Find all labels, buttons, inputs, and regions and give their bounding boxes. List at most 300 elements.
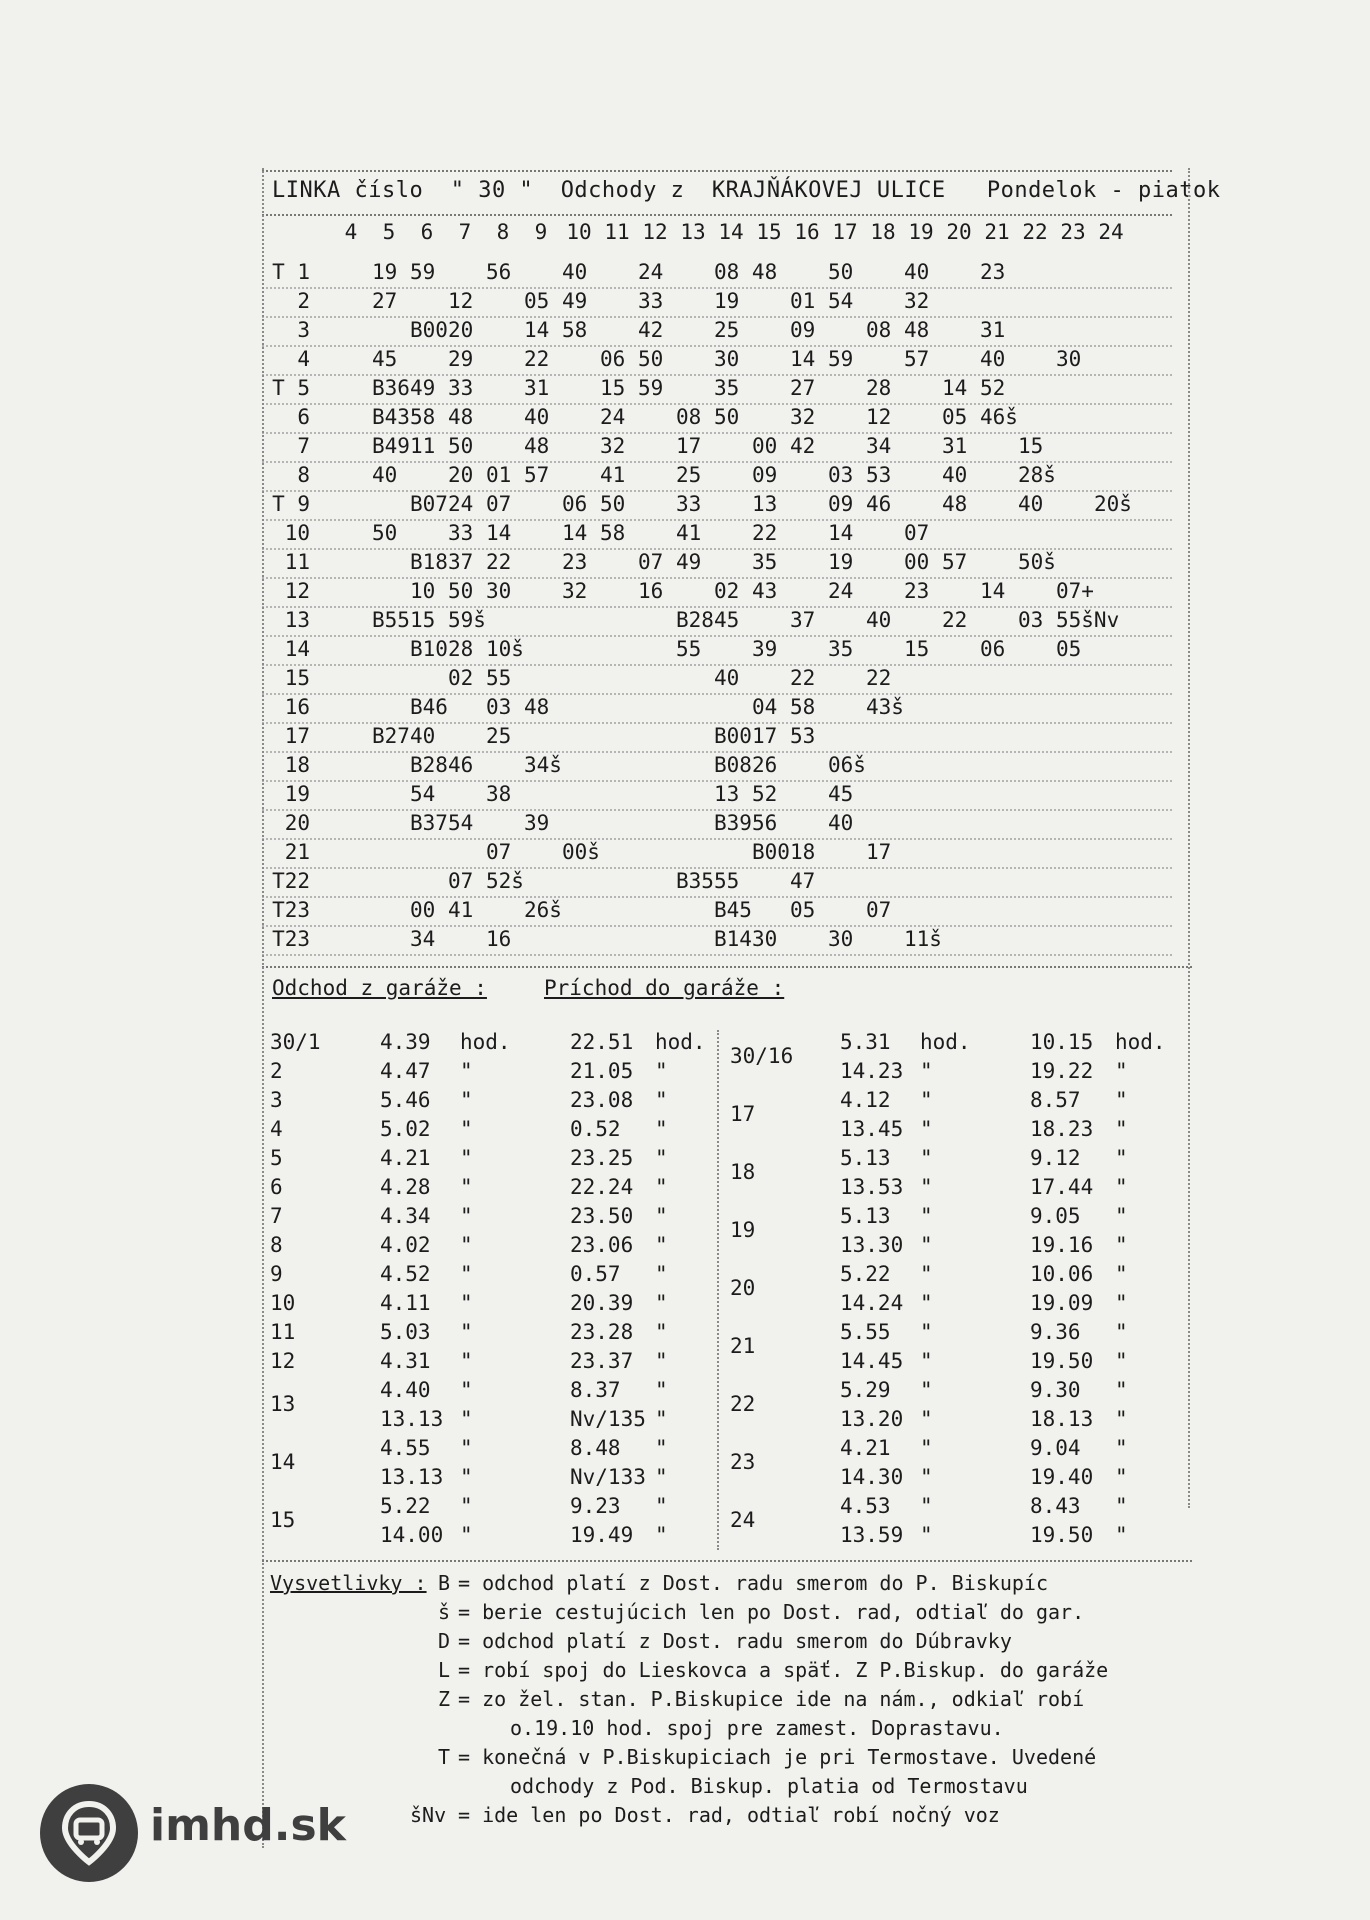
ditto-mark: " — [920, 1436, 933, 1460]
garage-arrival-time: 19.50 — [1030, 1523, 1094, 1547]
ditto-mark: " — [655, 1175, 668, 1199]
ditto-mark: " — [920, 1465, 933, 1489]
departure-minute: 12 — [866, 405, 892, 429]
garage-departure-time: 5.55 — [840, 1320, 891, 1344]
departure-minute: B36 — [372, 376, 410, 400]
ditto-mark: " — [920, 1233, 933, 1257]
hour-label: 23 — [1060, 220, 1086, 244]
legend-text: o.19.10 hod. spoj pre zamest. Doprastavu. — [510, 1716, 1004, 1740]
garage-departure-time: 5.22 — [840, 1262, 891, 1286]
departure-minute: 25 — [676, 463, 702, 487]
bus-number: 18 — [730, 1160, 756, 1184]
departure-minute: 11 — [410, 434, 436, 458]
legend-key: D — [438, 1629, 451, 1653]
departure-minute: B28 — [410, 753, 448, 777]
departure-minute: 52š — [486, 869, 524, 893]
ditto-mark: " — [1115, 1233, 1128, 1257]
trip-row — [262, 753, 1192, 781]
trip-number: 19 — [284, 782, 310, 806]
ditto-mark: " — [1115, 1465, 1128, 1489]
departure-minute: 52 — [752, 782, 778, 806]
garage-arrival-time: 9.36 — [1030, 1320, 1081, 1344]
departure-minute: 19 — [372, 260, 398, 284]
departure-minute: 39 — [752, 637, 778, 661]
departure-minute: 09 — [828, 492, 854, 516]
departure-minute: 28 — [448, 637, 474, 661]
bus-number: 8 — [270, 1233, 283, 1257]
hour-label: 13 — [680, 220, 706, 244]
trip-number: T 1 — [272, 260, 310, 284]
hour-label: 9 — [534, 220, 548, 244]
bus-number: 12 — [270, 1349, 296, 1373]
garage-arrival-time: 9.04 — [1030, 1436, 1081, 1460]
trip-row — [262, 637, 1192, 665]
trip-number: 2 — [297, 289, 310, 313]
trip-row — [262, 347, 1192, 375]
bus-number: 3 — [270, 1088, 283, 1112]
ditto-mark: " — [1115, 1291, 1128, 1315]
hour-label: 15 — [756, 220, 782, 244]
line-label: LINKA číslo — [272, 178, 424, 203]
ditto-mark: " — [920, 1204, 933, 1228]
departure-minute: 53 — [790, 724, 816, 748]
garage-arrival-time: 23.25 — [570, 1146, 634, 1170]
trip-row — [262, 811, 1192, 839]
departure-minute: 40 — [1018, 492, 1044, 516]
garage-departure-time: 4.21 — [380, 1146, 431, 1170]
departure-minute: 12 — [448, 289, 474, 313]
ditto-mark: " — [655, 1233, 668, 1257]
garage-arrival-time: 19.40 — [1030, 1465, 1094, 1489]
trip-row — [262, 840, 1192, 868]
ditto-mark: " — [655, 1146, 668, 1170]
trip-row — [262, 260, 1192, 288]
departure-minute: B39 — [714, 811, 752, 835]
departure-minute: 57 — [524, 463, 550, 487]
ditto-mark: " — [1115, 1117, 1128, 1141]
departure-minute: 25 — [486, 724, 512, 748]
ditto-mark: hod. — [655, 1030, 706, 1054]
ditto-mark: " — [655, 1378, 668, 1402]
legend-text: = konečná v P.Biskupiciach je pri Termostave. Uvedené — [458, 1745, 1097, 1769]
departure-minute: 23 — [904, 579, 930, 603]
departure-minute: 50 — [448, 579, 474, 603]
ditto-mark: " — [920, 1494, 933, 1518]
departure-minute: 38 — [486, 782, 512, 806]
departure-minute: 30 — [714, 347, 740, 371]
departure-minute: 15 — [410, 608, 436, 632]
departure-minute: B45 — [714, 898, 752, 922]
trip-row — [262, 782, 1192, 810]
departure-minute: 41 — [676, 521, 702, 545]
departure-minute: 00 — [904, 550, 930, 574]
departure-minute: 40 — [904, 260, 930, 284]
bus-number: 23 — [730, 1450, 756, 1474]
departure-minute: 09 — [752, 463, 778, 487]
garage-arrival-time: 0.57 — [570, 1262, 621, 1286]
departure-minute: 58 — [790, 695, 816, 719]
departure-minute: 39 — [524, 811, 550, 835]
departure-minute: 23 — [562, 550, 588, 574]
hour-label: 5 — [382, 220, 396, 244]
departure-minute: B00 — [410, 318, 448, 342]
trip-row — [262, 376, 1192, 404]
departure-minute: 00š — [562, 840, 600, 864]
hour-label: 12 — [642, 220, 668, 244]
departure-minute: 59 — [828, 347, 854, 371]
ditto-mark: " — [1115, 1059, 1128, 1083]
legend-key: šNv — [410, 1803, 447, 1827]
departure-minute: 00 — [410, 898, 436, 922]
departure-minute: 40 — [410, 724, 436, 748]
departure-minute: 47 — [790, 869, 816, 893]
bus-number: 21 — [730, 1334, 756, 1358]
departure-minute: 05 — [1056, 637, 1082, 661]
departure-minute: 48 — [524, 434, 550, 458]
departure-minute: 07 — [486, 840, 512, 864]
trip-row — [262, 463, 1192, 491]
departure-minute: 34 — [410, 927, 436, 951]
trip-row — [262, 550, 1192, 578]
departure-minute: 40 — [372, 463, 398, 487]
garage-arrival-time: 18.23 — [1030, 1117, 1094, 1141]
ditto-mark: " — [460, 1059, 473, 1083]
bus-number: 5 — [270, 1146, 283, 1170]
departure-minute: 15 — [1018, 434, 1044, 458]
departure-minute: 34š — [524, 753, 562, 777]
departure-minute: 08 — [866, 318, 892, 342]
ditto-mark: " — [1115, 1146, 1128, 1170]
departure-minute: 45 — [372, 347, 398, 371]
trip-row — [262, 579, 1192, 607]
bus-number: 13 — [270, 1392, 296, 1416]
ditto-mark: " — [920, 1407, 933, 1431]
departure-minute: B35 — [676, 869, 714, 893]
trip-row — [262, 318, 1192, 346]
ditto-mark: " — [920, 1175, 933, 1199]
departure-minute: 30 — [486, 579, 512, 603]
departure-minute: 20š — [1094, 492, 1132, 516]
legend-text: = ide len po Dost. rad, odtiaľ robí nočný voz — [458, 1803, 1000, 1827]
garage-arrival-time: 23.28 — [570, 1320, 634, 1344]
departure-minute: B18 — [410, 550, 448, 574]
ditto-mark: " — [460, 1175, 473, 1199]
trip-number: 17 — [284, 724, 310, 748]
ditto-mark: " — [460, 1204, 473, 1228]
garage-departure-time: 5.13 — [840, 1146, 891, 1170]
departure-minute: B46 — [410, 695, 448, 719]
hour-label: 24 — [1098, 220, 1124, 244]
ditto-mark: " — [1115, 1088, 1128, 1112]
departure-minute: 30 — [1056, 347, 1082, 371]
departure-minute: 20 — [448, 318, 474, 342]
departure-minute: 42 — [638, 318, 664, 342]
departure-minute: 02 — [448, 666, 474, 690]
departures-label: Odchody z — [560, 178, 685, 203]
hour-label: 18 — [870, 220, 896, 244]
departure-minute: 59 — [410, 260, 436, 284]
trip-number: 13 — [284, 608, 310, 632]
departure-minute: 41 — [600, 463, 626, 487]
departure-minute: 54 — [448, 811, 474, 835]
garage-arrival-time: 21.05 — [570, 1059, 634, 1083]
departure-minute: 14 — [486, 521, 512, 545]
ditto-mark: " — [1115, 1175, 1128, 1199]
ditto-mark: " — [655, 1059, 668, 1083]
departure-minute: 03 — [828, 463, 854, 487]
ditto-mark: " — [655, 1088, 668, 1112]
garage-arrival-time: 20.39 — [570, 1291, 634, 1315]
bus-number: 14 — [270, 1450, 296, 1474]
departure-minute: 58 — [600, 521, 626, 545]
garage-departure-time: 4.02 — [380, 1233, 431, 1257]
garage-departure-time: 5.03 — [380, 1320, 431, 1344]
trip-number: T 5 — [272, 376, 310, 400]
departure-minute: B14 — [714, 927, 752, 951]
garage-departure-time: 5.22 — [380, 1494, 431, 1518]
departure-minute: 17 — [752, 724, 778, 748]
departure-minute: 55 — [714, 869, 740, 893]
departure-minute: 28 — [866, 376, 892, 400]
garage-arrival-time: 19.50 — [1030, 1349, 1094, 1373]
ditto-mark: " — [1115, 1349, 1128, 1373]
ditto-mark: " — [1115, 1407, 1128, 1431]
garage-departure-time: 5.29 — [840, 1378, 891, 1402]
departure-minute: 14 — [942, 376, 968, 400]
departure-minute: 52 — [980, 376, 1006, 400]
ditto-mark: " — [460, 1494, 473, 1518]
departure-minute: 17 — [866, 840, 892, 864]
garage-arrival-time: 19.22 — [1030, 1059, 1094, 1083]
trip-row — [262, 608, 1192, 636]
departure-minute: 37 — [790, 608, 816, 632]
departure-minute: 19 — [828, 550, 854, 574]
departure-minute: 17 — [676, 434, 702, 458]
ditto-mark: " — [460, 1407, 473, 1431]
garage-departure-time: 13.45 — [840, 1117, 904, 1141]
ditto-mark: " — [460, 1349, 473, 1373]
garage-departure-time: 5.13 — [840, 1204, 891, 1228]
departure-minute: 05 — [942, 405, 968, 429]
departure-minute: 53 — [866, 463, 892, 487]
departure-minute: 07 — [866, 898, 892, 922]
departure-minute: 10š — [486, 637, 524, 661]
departure-minute: 48 — [524, 695, 550, 719]
departure-minute: 33 — [448, 521, 474, 545]
ditto-mark: " — [920, 1378, 933, 1402]
departure-minute: B07 — [410, 492, 448, 516]
trip-row — [262, 666, 1192, 694]
departure-minute: 40 — [980, 347, 1006, 371]
departure-minute: 49 — [676, 550, 702, 574]
trip-number: 6 — [297, 405, 310, 429]
departure-minute: 58 — [562, 318, 588, 342]
ditto-mark: " — [1115, 1494, 1128, 1518]
departure-minute: 24 — [638, 260, 664, 284]
departure-minute: 50 — [638, 347, 664, 371]
legend-text: odchody z Pod. Biskup. platia od Termostavu — [510, 1774, 1028, 1798]
departure-minute: 56 — [752, 811, 778, 835]
garage-divider — [717, 1030, 719, 1550]
ditto-mark: " — [1115, 1378, 1128, 1402]
departure-minute: 40 — [524, 405, 550, 429]
hour-label: 11 — [604, 220, 630, 244]
departure-minute: 33 — [638, 289, 664, 313]
departure-minute: B37 — [410, 811, 448, 835]
trip-number: 12 — [284, 579, 310, 603]
departure-minute: 10 — [410, 579, 436, 603]
garage-arrival-time: 0.52 — [570, 1117, 621, 1141]
trip-row — [262, 289, 1192, 317]
garage-arrival-title: Príchod do garáže : — [544, 976, 785, 1000]
garage-departure-time: 14.23 — [840, 1059, 904, 1083]
departure-minute: 40 — [828, 811, 854, 835]
departure-minute: 14 — [790, 347, 816, 371]
departure-minute: 59 — [638, 376, 664, 400]
bus-number: 20 — [730, 1276, 756, 1300]
garage-departure-time: 5.31 — [840, 1030, 891, 1054]
legend-text: = zo žel. stan. P.Biskupice ide na nám., odkiaľ robí — [458, 1687, 1085, 1711]
ditto-mark: " — [655, 1436, 668, 1460]
departure-minute: 22 — [752, 521, 778, 545]
departure-minute: 26 — [752, 753, 778, 777]
bus-number: 15 — [270, 1508, 296, 1532]
departure-minute: 15 — [600, 376, 626, 400]
departure-minute: 55šNv — [1056, 608, 1120, 632]
bus-number: 11 — [270, 1320, 296, 1344]
garage-arrival-time: 23.50 — [570, 1204, 634, 1228]
legend-key: L — [438, 1658, 451, 1682]
garage-departure-time: 14.00 — [380, 1523, 444, 1547]
departure-minute: 35 — [714, 376, 740, 400]
departure-minute: 50 — [372, 521, 398, 545]
departure-minute: 07 — [448, 869, 474, 893]
departure-minute: 35 — [752, 550, 778, 574]
ditto-mark: " — [920, 1291, 933, 1315]
garage-departure-time: 4.28 — [380, 1175, 431, 1199]
notes-rule — [262, 1560, 1192, 1562]
legend-key: B — [438, 1571, 451, 1595]
garage-arrival-time: Nv/133 — [570, 1465, 646, 1489]
departure-minute: 57 — [904, 347, 930, 371]
departure-minute: B00 — [714, 724, 752, 748]
departure-minute: 50 — [448, 434, 474, 458]
garage-departure-time: 13.30 — [840, 1233, 904, 1257]
departure-minute: 57 — [942, 550, 968, 574]
garage-arrival-time: Nv/135 — [570, 1407, 646, 1431]
departure-minute: 22 — [866, 666, 892, 690]
ditto-mark: " — [460, 1117, 473, 1141]
departure-minute: 15 — [904, 637, 930, 661]
ditto-mark: " — [920, 1349, 933, 1373]
trip-number: T23 — [272, 898, 310, 922]
departure-minute: B55 — [372, 608, 410, 632]
departure-minute: 22 — [486, 550, 512, 574]
departure-minute: 00 — [752, 434, 778, 458]
grid-bottom-rule — [262, 966, 1192, 968]
departure-minute: 31 — [942, 434, 968, 458]
hour-label: 21 — [984, 220, 1010, 244]
legend-key: Z — [438, 1687, 451, 1711]
garage-departure-title: Odchod z garáže : — [272, 976, 487, 1000]
departure-minute: 48 — [448, 405, 474, 429]
departure-minute: 14 — [562, 521, 588, 545]
garage-arrival-time: 19.16 — [1030, 1233, 1094, 1257]
hour-label: 16 — [794, 220, 820, 244]
departure-minute: 06š — [828, 753, 866, 777]
departure-minute: 58 — [410, 405, 436, 429]
ditto-mark: " — [920, 1523, 933, 1547]
garage-departure-time: 13.13 — [380, 1465, 444, 1489]
ditto-mark: " — [920, 1262, 933, 1286]
trip-row — [262, 492, 1192, 520]
garage-departure-time: 4.47 — [380, 1059, 431, 1083]
departure-minute: 50š — [1018, 550, 1056, 574]
departure-minute: 50 — [600, 492, 626, 516]
garage-departure-time: 14.24 — [840, 1291, 904, 1315]
garage-departure-time: 4.21 — [840, 1436, 891, 1460]
departure-minute: 13 — [714, 782, 740, 806]
trip-number: 8 — [297, 463, 310, 487]
ditto-mark: " — [460, 1146, 473, 1170]
ditto-mark: " — [655, 1117, 668, 1141]
departure-minute: 06 — [562, 492, 588, 516]
departure-minute: 07 — [638, 550, 664, 574]
departure-minute: 50 — [714, 405, 740, 429]
departure-minute: 56 — [486, 260, 512, 284]
departure-minute: B49 — [372, 434, 410, 458]
departure-minute: B27 — [372, 724, 410, 748]
departure-minute: B28 — [676, 608, 714, 632]
departure-minute: 05 — [790, 898, 816, 922]
ditto-mark: " — [460, 1233, 473, 1257]
trip-row — [262, 869, 1192, 897]
departure-minute: 22 — [942, 608, 968, 632]
hour-label: 22 — [1022, 220, 1048, 244]
departure-minute: 22 — [790, 666, 816, 690]
departure-minute: 16 — [638, 579, 664, 603]
departure-minute: 45 — [714, 608, 740, 632]
legend-text: = odchod platí z Dost. radu smerom do Dúbravky — [458, 1629, 1012, 1653]
garage-arrival-time: 22.24 — [570, 1175, 634, 1199]
departure-minute: 11š — [904, 927, 942, 951]
departure-minute: 03 — [1018, 608, 1044, 632]
bus-number: 6 — [270, 1175, 283, 1199]
trip-number: 20 — [284, 811, 310, 835]
departure-minute: 40 — [942, 463, 968, 487]
ditto-mark: " — [655, 1320, 668, 1344]
garage-arrival-time: 9.05 — [1030, 1204, 1081, 1228]
departure-minute: 37 — [448, 550, 474, 574]
departure-minute: 48 — [904, 318, 930, 342]
bus-number: 17 — [730, 1102, 756, 1126]
garage-arrival-time: 8.57 — [1030, 1088, 1081, 1112]
trip-row — [262, 695, 1192, 723]
ditto-mark: " — [1115, 1262, 1128, 1286]
trip-number: 18 — [284, 753, 310, 777]
stop-name: KRAJŇÁKOVEJ ULICE — [711, 178, 946, 203]
hour-label: 7 — [458, 220, 472, 244]
bus-number: 30/16 — [730, 1044, 794, 1068]
legend-title: Vysvetlivky : — [270, 1571, 427, 1595]
trip-number: 14 — [284, 637, 310, 661]
bus-number: 19 — [730, 1218, 756, 1242]
ditto-mark: " — [460, 1465, 473, 1489]
bus-number: 4 — [270, 1117, 283, 1141]
garage-departure-time: 4.12 — [840, 1088, 891, 1112]
ditto-mark: " — [655, 1523, 668, 1547]
departure-minute: 09 — [790, 318, 816, 342]
